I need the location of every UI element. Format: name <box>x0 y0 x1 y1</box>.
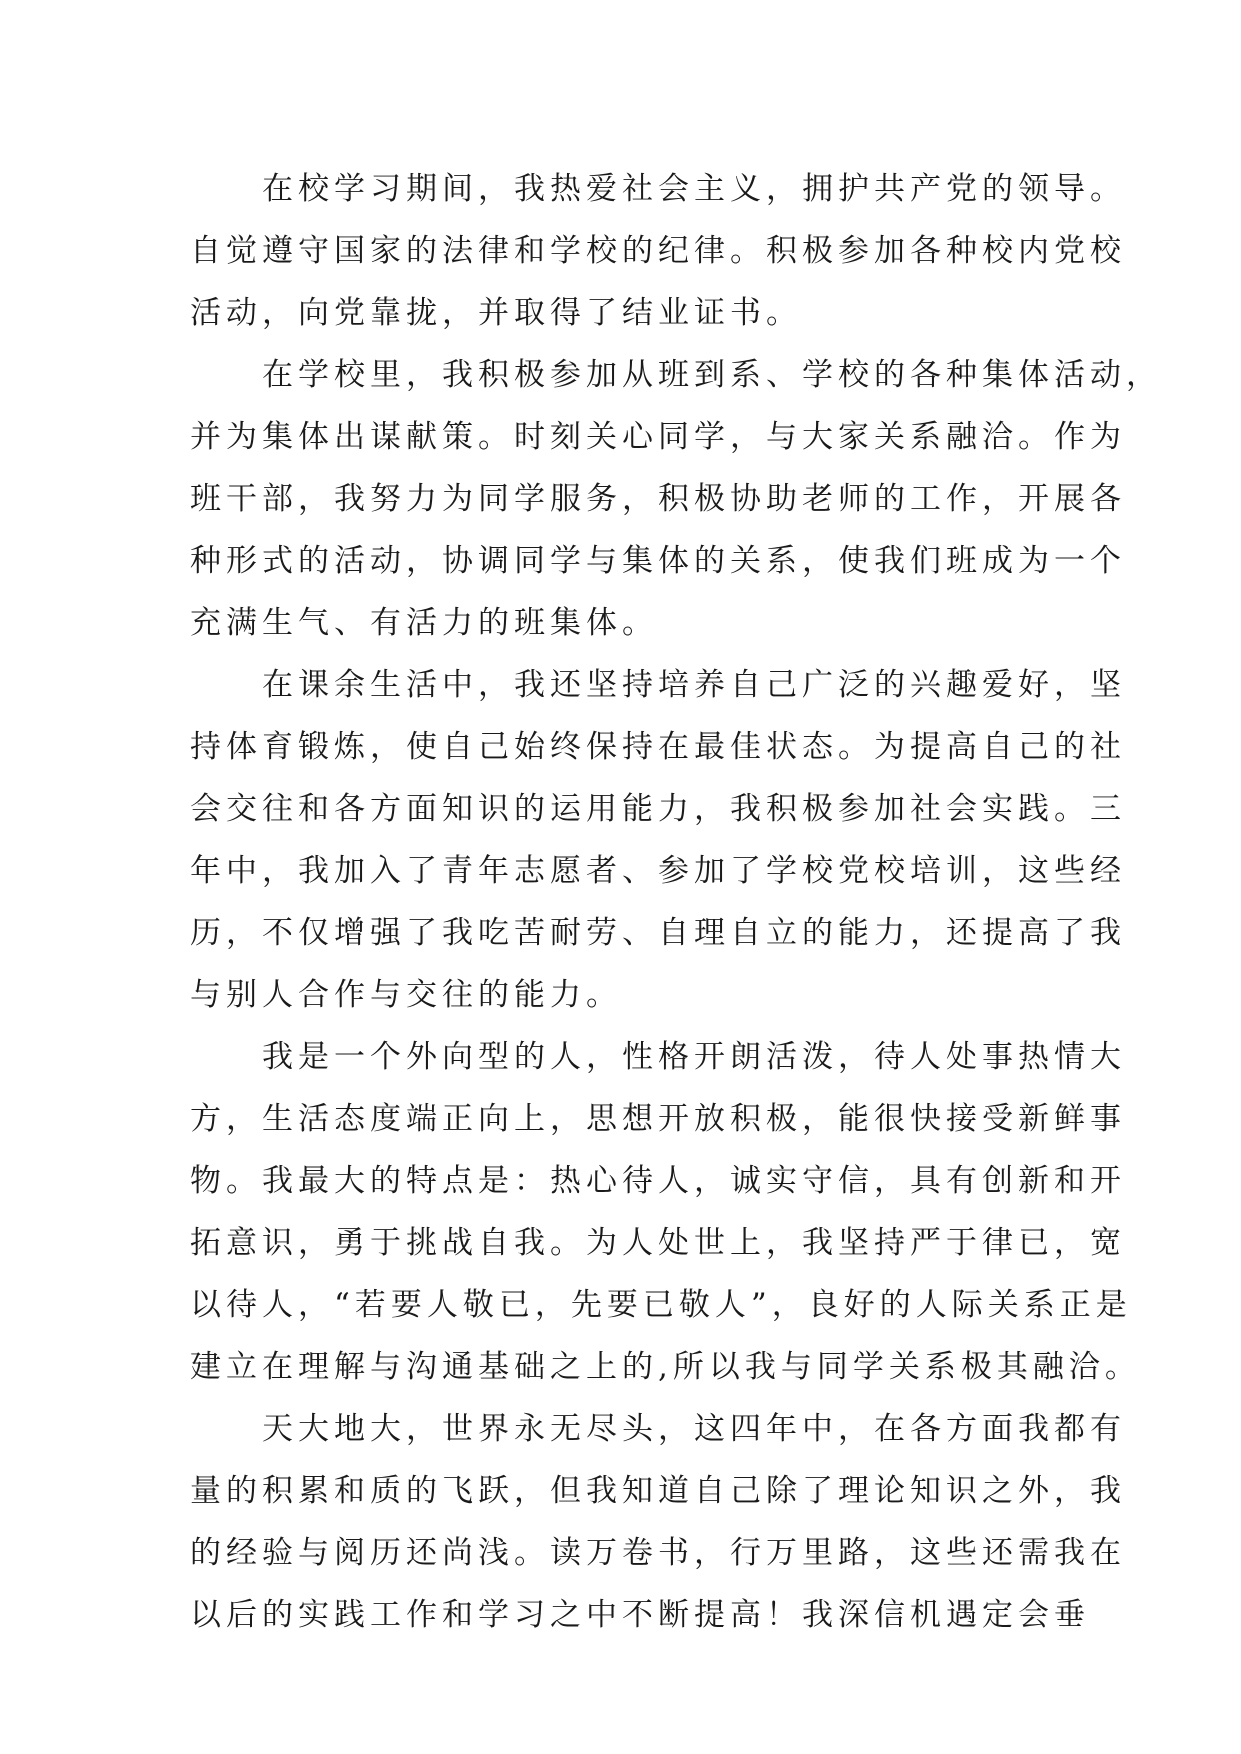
text-line: 与别人合作与交往的能力。 <box>190 977 622 1013</box>
text-line: 自觉遵守国家的法律和学校的纪律。积极参加各种校内党校 <box>190 233 1126 269</box>
text-line: 在学校里，我积极参加从班到系、学校的各种集体活动， <box>262 357 1162 393</box>
text-line: 历，不仅增强了我吃苦耐劳、自理自立的能力，还提高了我 <box>190 915 1126 951</box>
text-line: 建立在理解与沟通基础之上的,所以我与同学关系极其融洽。 <box>190 1349 1141 1385</box>
text-line: 以待人，“若要人敬已，先要已敬人”，良好的人际关系正是 <box>190 1287 1132 1323</box>
text-line: 会交往和各方面知识的运用能力，我积极参加社会实践。三 <box>190 791 1126 827</box>
text-line: 的经验与阅历还尚浅。读万卷书，行万里路，这些还需我在 <box>190 1535 1126 1571</box>
text-line: 并为集体出谋献策。时刻关心同学，与大家关系融洽。作为 <box>190 419 1126 455</box>
text-line: 天大地大，世界永无尽头，这四年中，在各方面我都有 <box>262 1411 1126 1447</box>
text-line: 充满生气、有活力的班集体。 <box>190 605 658 641</box>
text-line: 持体育锻炼，使自己始终保持在最佳状态。为提高自己的社 <box>190 729 1126 765</box>
text-line: 在校学习期间，我热爱社会主义，拥护共产党的领导。 <box>262 171 1126 207</box>
text-line: 物。我最大的特点是：热心待人，诚实守信，具有创新和开 <box>190 1163 1126 1199</box>
text-line: 活动，向党靠拢，并取得了结业证书。 <box>190 295 802 331</box>
body-text <box>190 158 1162 1646</box>
text-line: 在课余生活中，我还坚持培养自己广泛的兴趣爱好，坚 <box>262 667 1126 703</box>
text-line: 我是一个外向型的人，性格开朗活泼，待人处事热情大 <box>262 1039 1126 1075</box>
text-line: 班干部，我努力为同学服务，积极协助老师的工作，开展各 <box>190 481 1126 517</box>
text-line: 以后的实践工作和学习之中不断提高！我深信机遇定会垂 <box>190 1597 1090 1633</box>
text-line: 量的积累和质的飞跃，但我知道自己除了理论知识之外，我 <box>190 1473 1126 1509</box>
text-line: 年中，我加入了青年志愿者、参加了学校党校培训，这些经 <box>190 853 1126 889</box>
text-line: 种形式的活动，协调同学与集体的关系，使我们班成为一个 <box>190 543 1126 579</box>
text-line: 拓意识，勇于挑战自我。为人处世上，我坚持严于律已，宽 <box>190 1225 1126 1261</box>
text-line: 方，生活态度端正向上，思想开放积极，能很快接受新鲜事 <box>190 1101 1126 1137</box>
